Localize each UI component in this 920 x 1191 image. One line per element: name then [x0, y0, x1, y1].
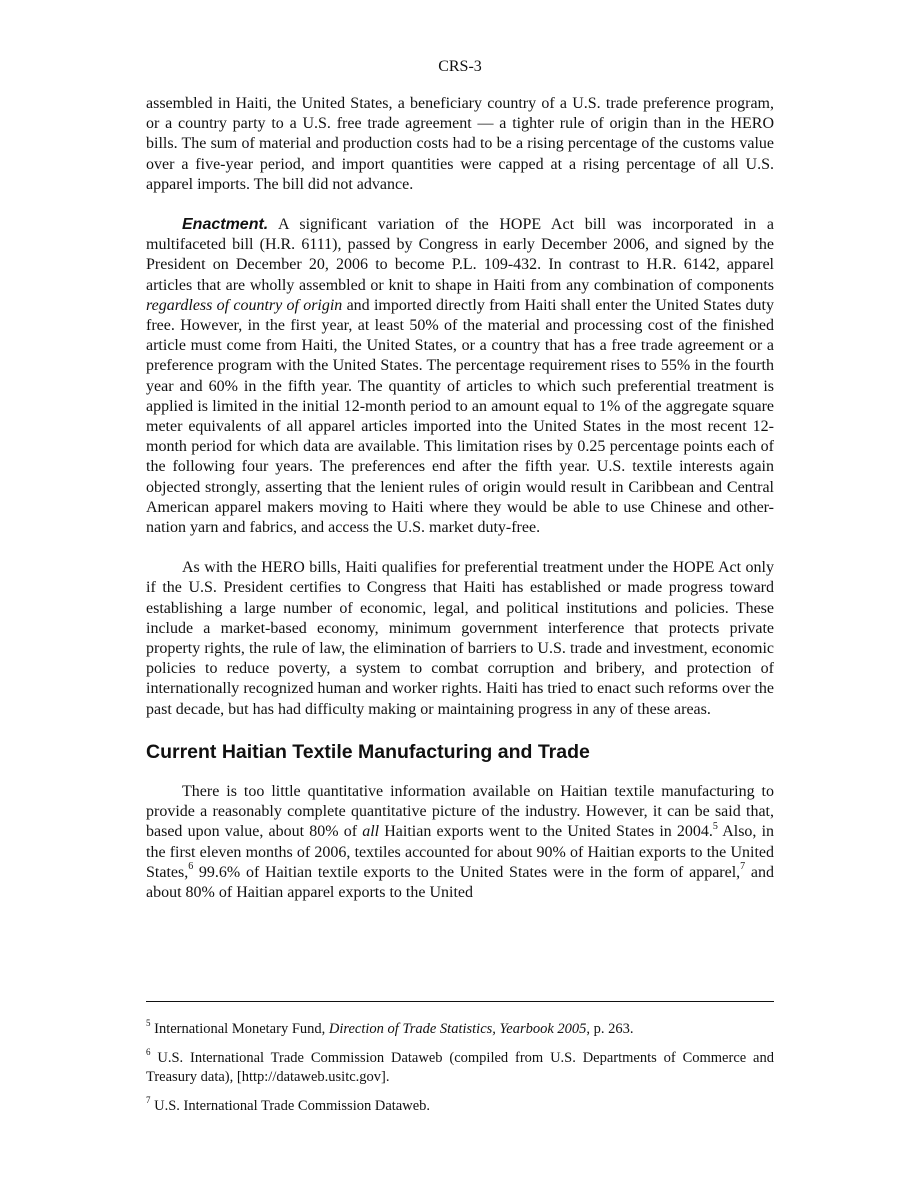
paragraph-text: Also, in the first eleven months of 2006, textiles accounted for about 90% of Haitian exports to the United States, — [146, 823, 775, 881]
footnote-6 — [146, 1049, 774, 1087]
paragraph-enactment — [146, 215, 774, 538]
footnote-5 — [146, 1020, 774, 1039]
paragraph-text: There is too little quantitative information available on Haitian textile manufacturing to provide a reasonably complete quantitative picture of the industry. However, it can be said that, based upon value, about 80% of — [146, 782, 774, 841]
paragraph-text: Haitian exports went to the United States in 2004. — [379, 823, 713, 841]
paragraph-hero-bills: As with the HERO bills, Haiti qualifies for preferential treatment under the HOPE Act only if the U.S. President certifies to Congress that Haiti has established or made progress toward establishing a large number of economic, legal, and political institutions and policies. These include a market-based economy, minimum government interference that protects private property rights, the rule of law, the elimination of barriers to U.S. trade and investment, economic policies to reduce poverty, a system to combat corruption and bribery, and protection of internationally recognized human and worker rights. Haiti has tried to enact such reforms over the past decade, but has had difficulty making or maintaining progress in any of these areas. — [146, 559, 774, 718]
footnote-divider — [146, 1001, 774, 1002]
footnote-text: U.S. International Trade Commission Dataweb. — [150, 1098, 431, 1114]
paragraph-text: 99.6% of Haitian textile exports to the United States were in the form of apparel, — [193, 863, 741, 881]
footnote-title: Direction of Trade Statistics, Yearbook 2005 — [328, 1021, 587, 1037]
footnote-7 — [146, 1097, 774, 1116]
footnote-ref-7[interactable]: 7 — [740, 861, 746, 873]
footnote-number: 6 — [146, 1047, 151, 1058]
paragraph-text: and about 80% of Haitian apparel exports to the United — [146, 863, 774, 901]
paragraph-text: A significant variation of the HOPE Act bill was incorporated in a multifaceted bill (H.R. 6111), passed by Congress in early December 2006, and signed by the President on December 20, 2006 to become P.L. 109-432. In contrast to H.R. 6142, apparel articles that are wholly assembled or knit to shape in Haiti from any combination of components — [146, 216, 774, 294]
page-header: CRS-3 — [438, 58, 482, 75]
paragraph-text: and imported directly from Haiti shall enter the United States duty free. However, in the first year, at least 50% of the material and processing cost of the finished article must come from Haiti, the United States, or a country that has a free trade agreement or a preference program with the United States. The percentage requirement rises to 55% in the fourth year and 60% in the fifth year. The quantity of articles to which such preferential treatment is applied is limited in the initial 12-month period to an amount equal to 1% of the aggregate square meter equivalents of all apparel articles imported into the United States in the most recent 12-month period for which data are available. This limitation rises by 0.25 percentage points each of the following four years. The preferences end after the fifth year. U.S. textile interests again objected strongly, asserting that the lenient rules of origin would result in Caribbean and Central American apparel makers moving to Haiti where they would be able to use Chinese and other-nation yarn and fabrics, and access the U.S. market duty-free. — [146, 296, 775, 537]
paragraph-textile-trade — [146, 782, 774, 903]
footnote-ref-6[interactable]: 6 — [188, 861, 194, 873]
emphasis-text: regardless of country of origin — [146, 296, 343, 314]
footnote-ref-5[interactable]: 5 — [712, 820, 718, 832]
section-heading: Current Haitian Textile Manufacturing and Trade — [146, 740, 590, 763]
footnote-text: , p. 263. — [586, 1021, 634, 1037]
paragraph-continued: assembled in Haiti, the United States, a beneficiary country of a U.S. trade preference program, or a country party to a U.S. free trade agreement — a tighter rule of origin than in the HERO bills. The sum of material and production costs had to be a rising percentage of the customs value over a five-year period, and import quantities were capped at a rising percentage of all U.S. apparel imports. The bill did not advance. — [146, 95, 774, 193]
document-body — [146, 94, 774, 903]
footnote-text: U.S. International Trade Commission Dataweb (compiled from U.S. Departments of Commerce and Treasury data), [http://dataweb.usitc.gov]. — [146, 1050, 774, 1085]
emphasis-text: all — [362, 823, 380, 841]
footnote-number: 5 — [146, 1018, 151, 1029]
footnotes — [146, 1020, 774, 1126]
run-in-heading-enactment: Enactment. — [182, 216, 269, 234]
footnote-number: 7 — [146, 1095, 151, 1106]
footnote-text: International Monetary Fund, — [150, 1021, 329, 1037]
